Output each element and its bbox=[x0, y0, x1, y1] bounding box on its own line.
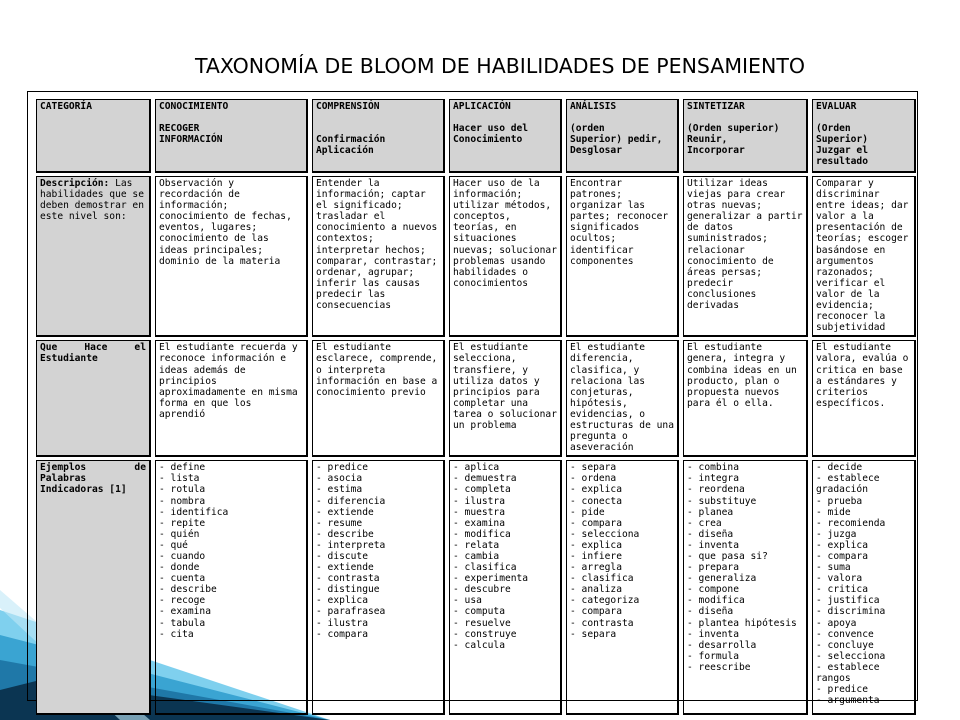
table-row-ejemplos bbox=[36, 460, 916, 715]
cell-descripcion-aplicacion: Hacer uso de la información; utilizar métodos, conceptos, teorías, en situaciones nuevas; solucionar problemas usando habilidades o conocimientos bbox=[449, 176, 562, 337]
cell-que-hace-evaluar: El estudiante valora, evalúa o critica en base a estándares y criterios específicos. bbox=[812, 340, 916, 457]
bloom-taxonomy-table bbox=[32, 96, 920, 718]
page-title: TAXONOMÍA DE BLOOM DE HABILIDADES DE PENSAMIENTO bbox=[194, 54, 806, 78]
header-evaluar: EVALUAR (Orden Superior) Juzgar el resultado bbox=[812, 99, 916, 173]
header-analisis: ANÁLISIS (orden Superior) pedir, Desglosar bbox=[566, 99, 679, 173]
header-conocimiento: CONOCIMIENTO RECOGER INFORMACIÓN bbox=[155, 99, 308, 173]
cell-descripcion-comprension: Entender la información; captar el significado; trasladar el conocimiento a nuevos contextos; interpretar hechos; comparar, contrastar; ordenar, agrupar; inferir las causas predecir las consecuencias bbox=[312, 176, 445, 337]
header-comprension: COMPRENSIÓN Confirmación Aplicación bbox=[312, 99, 445, 173]
row-label-ejemplos: Ejemplos de Palabras Indicadoras [1] bbox=[36, 460, 151, 715]
cell-que-hace-analisis: El estudiante diferencia, clasifica, y relaciona las conjeturas, hipótesis, evidencias, o estructuras de una pregunta o aseveración bbox=[566, 340, 679, 457]
cell-que-hace-sintetizar: El estudiante genera, integra y combina ideas en un producto, plan o propuesta nuevos para él o ella. bbox=[683, 340, 808, 457]
header-sintetizar: SINTETIZAR (Orden superior) Reunir, Incorporar bbox=[683, 99, 808, 173]
cell-descripcion-evaluar: Comparar y discriminar entre ideas; dar valor a la presentación de teorías; escoger basándose en argumentos razonados; verificar el valor de la evidencia; reconocer la subjetividad bbox=[812, 176, 916, 337]
cell-ejemplos-aplicacion: - aplica - demuestra - completa - ilustra - muestra - examina - modifica - relata - cambia - clasifica - experimenta - descubre - usa - computa - resuelve - construye - calcula bbox=[449, 460, 562, 715]
table-row-descripcion bbox=[36, 176, 916, 337]
cell-descripcion-sintetizar: Utilizar ideas viejas para crear otras nuevas; generalizar a partir de datos suministrados; relacionar conocimiento de áreas persas; predecir conclusiones derivadas bbox=[683, 176, 808, 337]
cell-que-hace-comprension: El estudiante esclarece, comprende, o interpreta información en base a conocimiento previo bbox=[312, 340, 445, 457]
cell-descripcion-analisis: Encontrar patrones; organizar las partes; reconocer significados ocultos; identificar componentes bbox=[566, 176, 679, 337]
table-row-que-hace bbox=[36, 340, 916, 457]
header-categoria: CATEGORÍA bbox=[36, 99, 151, 173]
cell-que-hace-conocimiento: El estudiante recuerda y reconoce información e ideas además de principios aproximadamente en misma forma en que los aprendió bbox=[155, 340, 308, 457]
cell-descripcion-conocimiento: Observación y recordación de información; conocimiento de fechas, eventos, lugares; conocimiento de las ideas principales; dominio de la materia bbox=[155, 176, 308, 337]
cell-ejemplos-conocimiento: - define - lista - rotula - nombra - identifica - repite - quién - qué - cuando - donde - cuenta - describe - recoge - examina - tabula - cita bbox=[155, 460, 308, 715]
row-label-descripcion: Descripción: Las habilidades que se deben demostrar en este nivel son: bbox=[36, 176, 151, 337]
header-aplicacion: APLICACIÓN Hacer uso del Conocimiento bbox=[449, 99, 562, 173]
cell-ejemplos-evaluar: - decide - establece gradación - prueba - mide - recomienda - juzga - explica - compara - suma - valora - critica - justifica - discrimina - apoya - convence - concluye - selecciona - establece rangos - predice - argumenta bbox=[812, 460, 916, 715]
cell-ejemplos-analisis: - separa - ordena - explica - conecta - pide - compara - selecciona - explica - infiere - arregla - clasifica - analiza - categoriza - compara - contrasta - separa bbox=[566, 460, 679, 715]
cell-ejemplos-comprension: - predice - asocia - estima - diferencia - extiende - resume - describe - interpreta - discute - extiende - contrasta - distingue - explica - parafrasea - ilustra - compara bbox=[312, 460, 445, 715]
cell-que-hace-aplicacion: El estudiante selecciona, transfiere, y utiliza datos y principios para completar una tarea o solucionar un problema bbox=[449, 340, 562, 457]
header-row bbox=[36, 99, 916, 173]
row-label-que-hace: Que Hace el Estudiante bbox=[36, 340, 151, 457]
cell-ejemplos-sintetizar: - combina - integra - reordena - substituye - planea - crea - diseña - inventa - que pasa si? - prepara - generaliza - compone - modifica - diseña - plantea hipótesis - inventa - desarrolla - formula - reescribe bbox=[683, 460, 808, 715]
